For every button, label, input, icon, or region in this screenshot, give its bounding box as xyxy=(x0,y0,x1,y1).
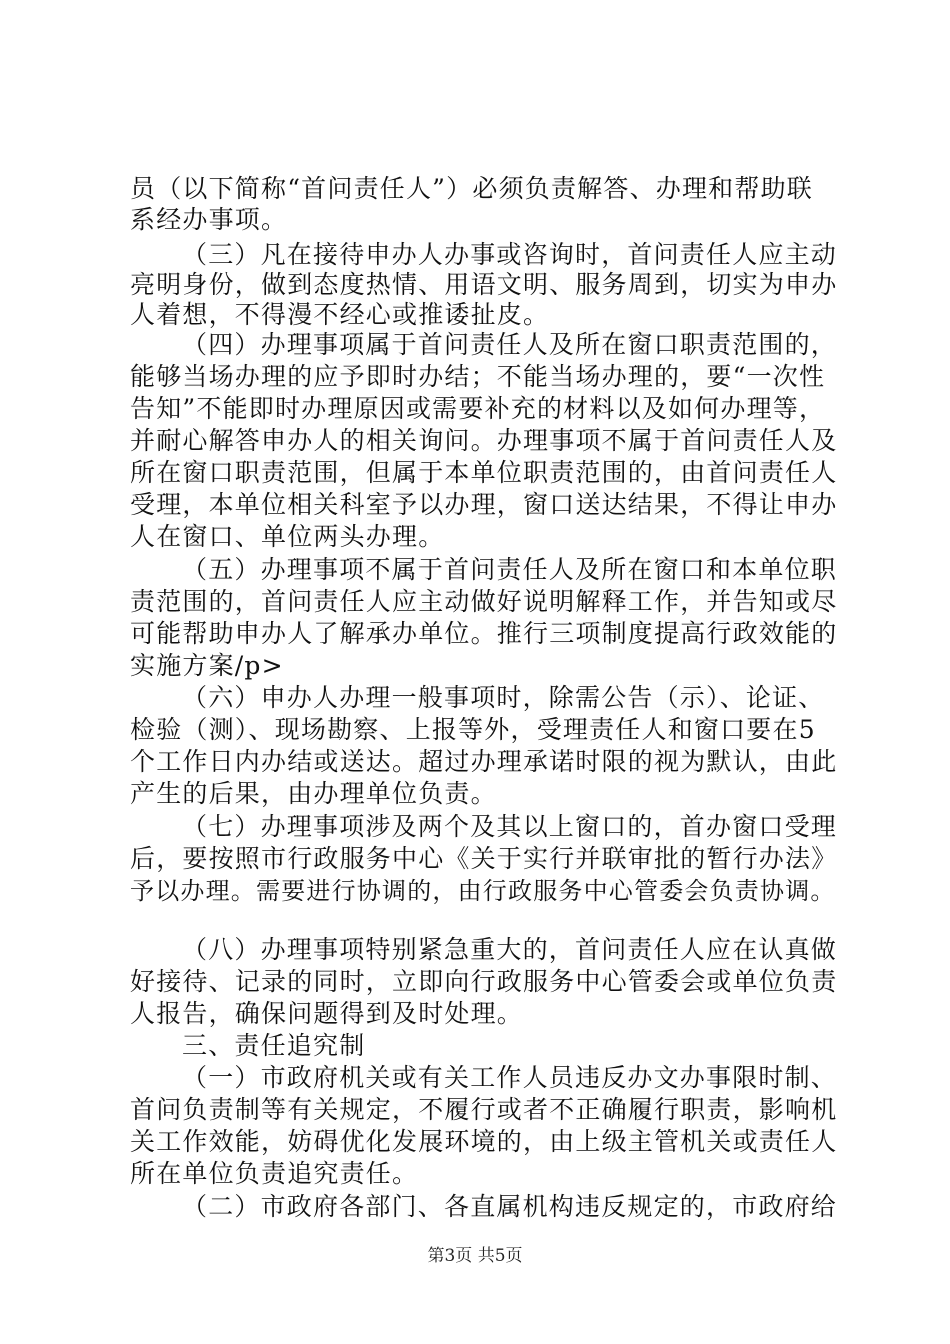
text-line: （三）凡在接待申办人办事或咨询时，首问责任人应主动 xyxy=(182,240,838,269)
text-line: 关工作效能，妨碍优化发展环境的，由上级主管机关或责任人 xyxy=(130,1127,838,1156)
text-line: 好接待、记录的同时，立即向行政服务中心管委会或单位负责 xyxy=(130,967,838,996)
text-line: （六）申办人办理一般事项时，除需公告（示）、论证、 xyxy=(182,683,825,712)
text-line: 首问负责制等有关规定，不履行或者不正确履行职责，影响机 xyxy=(130,1095,838,1124)
text-line: 责范围的，首问责任人应主动做好说明解释工作，并告知或尽 xyxy=(130,587,838,616)
text-line: 受理，本单位相关科室予以办理，窗口送达结果，不得让申办 xyxy=(130,490,838,519)
text-line: （二）市政府各部门、各直属机构违反规定的，市政府给 xyxy=(182,1192,838,1221)
text-line: （四）办理事项属于首问责任人及所在窗口职责范围的， xyxy=(182,330,838,359)
text-line: 检验（测）、现场勘察、上报等外，受理责任人和窗口要在5 xyxy=(130,715,816,744)
page-footer: 第3页 共5页 xyxy=(427,1246,523,1266)
text-line: （一）市政府机关或有关工作人员违反办文办事限时制、 xyxy=(182,1063,838,1092)
text-line: （八）办理事项特别紧急重大的，首问责任人应在认真做 xyxy=(182,935,838,964)
text-line: 人报告，确保问题得到及时处理。 xyxy=(130,999,524,1028)
text-line: 可能帮助申办人了解承办单位。推行三项制度提高行政效能的 xyxy=(130,619,838,648)
text-line: （五）办理事项不属于首问责任人及所在窗口和本单位职 xyxy=(182,555,838,584)
text-line: 所在窗口职责范围，但属于本单位职责范围的，由首问责任人 xyxy=(130,458,838,487)
text-line: 能够当场办理的应予即时办结；不能当场办理的，要“一次性 xyxy=(130,362,826,391)
section-heading: 三、责任追究制 xyxy=(182,1031,366,1060)
text-line: （七）办理事项涉及两个及其以上窗口的，首办窗口受理 xyxy=(182,812,838,841)
text-line: 系经办事项。 xyxy=(130,205,288,234)
text-line: 人在窗口、单位两头办理。 xyxy=(130,522,445,551)
text-line: 并耐心解答申办人的相关询问。办理事项不属于首问责任人及 xyxy=(130,426,838,455)
text-line: 产生的后果，由办理单位负责。 xyxy=(130,779,497,808)
text-line: 予以办理。需要进行协调的，由行政服务中心管委会负责协调。 xyxy=(130,877,836,905)
text-line: 员（以下简称“首问责任人”）必须负责解答、办理和帮助联 xyxy=(130,174,813,203)
text-line: 亮明身份，做到态度热情、用语文明、服务周到，切实为申办 xyxy=(130,270,838,299)
text-line: 所在单位负责追究责任。 xyxy=(130,1159,419,1188)
text-line: 实施方案/p> xyxy=(130,651,284,680)
text-line: 人着想，不得漫不经心或推诿扯皮。 xyxy=(130,300,550,329)
text-line: 后，要按照市行政服务中心《关于实行并联审批的暂行办法》 xyxy=(130,844,838,873)
text-line: 告知”不能即时办理原因或需要补充的材料以及如何办理等， xyxy=(130,394,826,423)
text-line: 个工作日内办结或送达。超过办理承诺时限的视为默认，由此 xyxy=(130,747,838,776)
